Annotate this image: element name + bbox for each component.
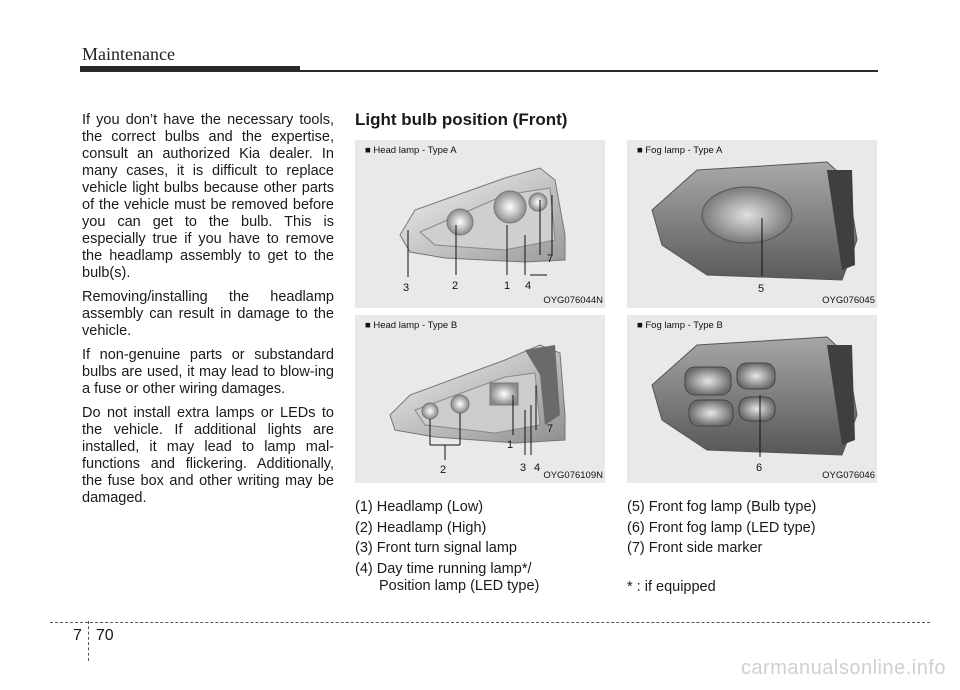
paragraph: Do not install extra lamps or LEDs to the vehicle. If additional lights are installed, it may lead to lamp mal-functions and flickering. Additionally, the fuse box and other writing may be damaged. xyxy=(82,405,334,506)
caption-item: (1) Headlamp (Low) xyxy=(355,499,484,515)
figure-code: OYG076044N xyxy=(543,295,603,306)
section-title: Maintenance xyxy=(82,44,175,64)
callout-number: 6 xyxy=(756,462,763,474)
callout-number: 1 xyxy=(504,280,511,292)
panel-headlamp-type-a xyxy=(355,140,605,308)
caption-item: (4) Day time running lamp*/ xyxy=(355,560,532,577)
caption-item: (5) Front fog lamp (Bulb type) xyxy=(627,499,817,515)
footnote: * : if equipped xyxy=(627,579,716,595)
caption-item: Position lamp (LED type) xyxy=(379,578,540,594)
headlamp-type-b-illustration xyxy=(355,315,605,483)
panel-headlamp-type-b xyxy=(355,315,605,483)
panel-foglamp-type-a xyxy=(627,140,877,308)
header-rule-thin xyxy=(300,70,878,72)
paragraph: Removing/installing the headlamp assembly can result in damage to the vehicle. xyxy=(82,289,334,339)
page-number-value: 70 xyxy=(95,627,114,644)
callout-number: 2 xyxy=(452,280,459,292)
caption-item: (3) Front turn signal lamp xyxy=(355,540,517,556)
caption-list-right xyxy=(627,497,887,559)
figure-code: OYG076045 xyxy=(822,295,875,306)
callout-number: 5 xyxy=(758,283,765,295)
figure-code: OYG076109N xyxy=(543,470,603,481)
caption-list-left xyxy=(355,497,615,594)
footer-rule xyxy=(50,622,930,623)
figure-heading: Light bulb position (Front) xyxy=(355,110,568,129)
panel-label: ■ Head lamp - Type B xyxy=(365,320,458,331)
callout-number: 4 xyxy=(525,280,532,292)
callout-number: 1 xyxy=(507,439,514,451)
paragraph: If you don’t have the necessary tools, the correct bulbs and the expertise, consult an authorized Kia dealer. In many cases, it is difficult to replace vehicle light bulbs because other parts of the vehicle must be removed before you can get to the bulb. This is especially true if you have to remove the headlamp assembly to get to the bulb(s). xyxy=(82,112,334,281)
watermark: carmanualsonline.info xyxy=(740,657,946,679)
caption-item: (2) Headlamp (High) xyxy=(355,519,487,536)
panel-foglamp-type-b xyxy=(627,315,877,483)
callout-number: 7 xyxy=(547,253,554,265)
chapter-number: 7 xyxy=(73,627,82,644)
page-number xyxy=(73,627,114,667)
foglamp-type-b-illustration xyxy=(627,315,877,483)
callout-number: 2 xyxy=(440,464,447,476)
panel-label: ■ Fog lamp - Type A xyxy=(637,145,723,156)
callout-number: 4 xyxy=(534,462,541,474)
paragraph: If non-genuine parts or substandard bulbs are used, it may lead to blow-ing a fuse or other wiring damages. xyxy=(82,347,334,397)
callout-number: 3 xyxy=(403,282,410,294)
caption-item: (7) Front side marker xyxy=(627,540,763,556)
headlamp-type-a-illustration xyxy=(355,140,605,308)
foglamp-type-a-illustration xyxy=(627,140,877,308)
header-rule-thick xyxy=(80,66,300,72)
figure-code: OYG076046 xyxy=(822,470,875,481)
panel-label: ■ Fog lamp - Type B xyxy=(637,320,723,331)
callout-number: 7 xyxy=(547,423,554,435)
caption-item: (6) Front fog lamp (LED type) xyxy=(627,519,816,536)
body-text xyxy=(82,112,334,514)
panel-label: ■ Head lamp - Type A xyxy=(365,145,457,156)
callout-number: 3 xyxy=(520,462,527,474)
